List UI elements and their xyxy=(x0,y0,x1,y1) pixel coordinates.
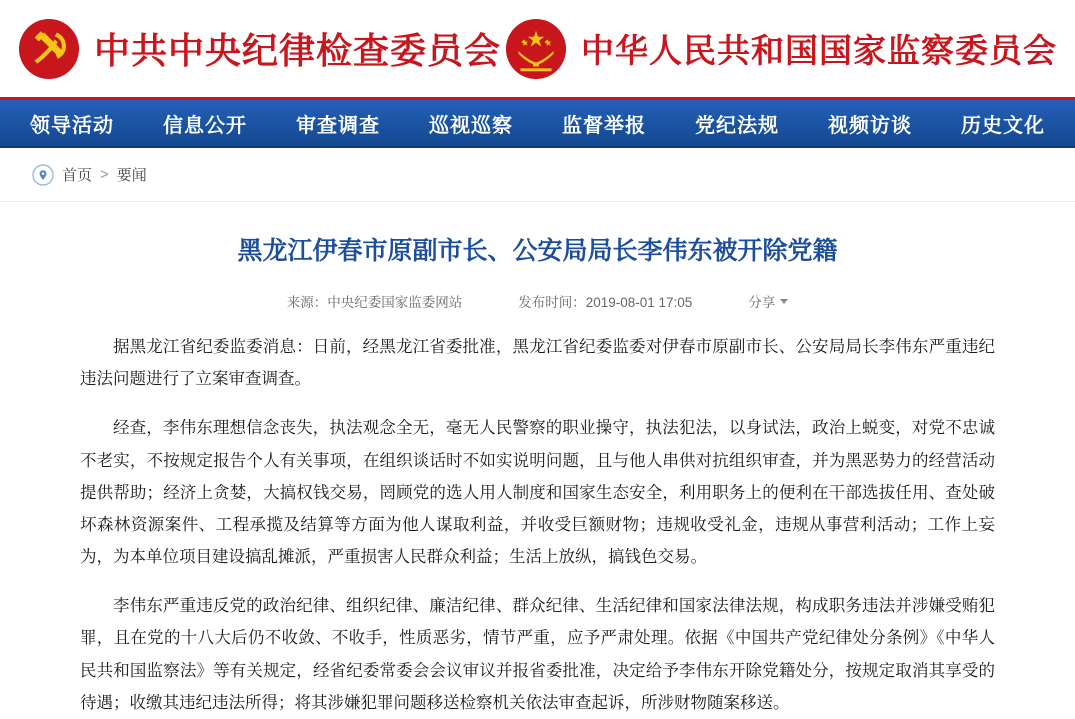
nav-item-inspection[interactable]: 巡视巡察 xyxy=(429,114,513,137)
article-container xyxy=(0,202,1075,719)
chevron-down-icon xyxy=(780,299,788,304)
main-navigation xyxy=(0,100,1075,148)
ccdi-party-emblem-icon xyxy=(18,18,80,80)
article-publish-time: 发布时间：2019-08-01 17:05 xyxy=(518,295,693,310)
nav-item-investigation[interactable]: 审查调查 xyxy=(296,114,380,137)
article-body xyxy=(80,331,995,719)
site-header xyxy=(0,0,1075,100)
nav-item-regulations[interactable]: 党纪法规 xyxy=(695,114,779,137)
ccdi-brand[interactable] xyxy=(18,18,501,80)
nav-item-culture[interactable]: 历史文化 xyxy=(961,114,1045,137)
location-pin-icon xyxy=(32,164,54,186)
national-emblem-icon xyxy=(505,18,567,80)
nsc-brand[interactable] xyxy=(505,18,1057,80)
share-label: 分享 xyxy=(748,295,776,310)
nav-item-video[interactable]: 视频访谈 xyxy=(828,114,912,137)
breadcrumb-current[interactable]: 要闻 xyxy=(116,167,147,184)
ccdi-brand-title: 中共中央纪律检查委员会 xyxy=(94,31,502,71)
breadcrumb-home[interactable]: 首页 xyxy=(62,167,93,184)
nav-item-leadership[interactable]: 领导活动 xyxy=(30,114,114,137)
nav-item-disclosure[interactable]: 信息公开 xyxy=(163,114,247,137)
share-button[interactable] xyxy=(748,291,788,311)
nsc-brand-title: 中华人民共和国国家监察委员会 xyxy=(581,34,1057,70)
nav-item-report[interactable]: 监督举报 xyxy=(562,114,646,137)
article-paragraph: 经查，李伟东理想信念丧失，执法观念全无，毫无人民警察的职业操守，执法犯法，以身试法，政治上蜕变，对党不忠诚不老实，不按规定报告个人有关事项，在组织谈话时不如实说明问题，且与他人串供对抗组织审查，并为黑恶势力的经营活动提供帮助；经济上贪婪，大搞权钱交易，罔顾党的选人用人制度和国家生态安全，利用职务上的便利在干部选拔任用、查处破坏森林资源案件、工程承揽及结算等方面为他人谋取利益，并收受巨额财物；违规收受礼金，违规从事营利活动；工作上妄为，为本单位项目建设搞乱摊派，严重损害人民群众利益；生活上放纵，搞钱色交易。 xyxy=(80,418,995,567)
article-paragraph: 据黑龙江省纪委监委消息：日前，经黑龙江省委批准，黑龙江省纪委监委对伊春市原副市长、公安局局长李伟东严重违纪违法问题进行了立案审查调查。 xyxy=(80,337,995,389)
breadcrumb-separator: > xyxy=(100,166,109,183)
article-source: 来源：中央纪委国家监委网站 xyxy=(286,295,463,310)
article-paragraph: 李伟东严重违反党的政治纪律、组织纪律、廉洁纪律、群众纪律、生活纪律和国家法律法规，构成职务违法并涉嫌受贿犯罪，且在党的十八大后仍不收敛、不收手，性质恶劣，情节严重，应予严肃处理。依据《中国共产党纪律处分条例》《中华人民共和国监察法》等有关规定，经省纪委常委会会议审议并报省委批准，决定给予李伟东开除党籍处分，按规定取消其享受的待遇；收缴其违纪违法所得；将其涉嫌犯罪问题移送检察机关依法审查起诉，所涉财物随案移送。 xyxy=(80,596,995,712)
article-meta xyxy=(80,291,995,325)
breadcrumb xyxy=(0,148,1075,202)
page-title: 黑龙江伊春市原副市长、公安局局长李伟东被开除党籍 xyxy=(237,238,838,265)
